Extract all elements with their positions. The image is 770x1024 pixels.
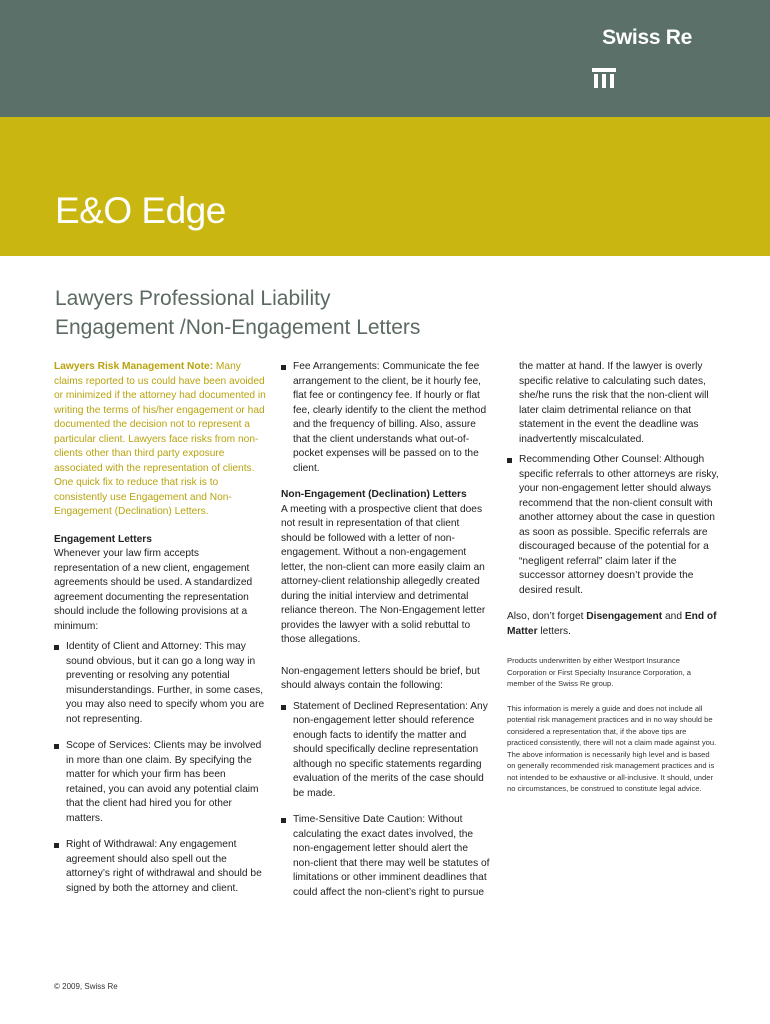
engagement-provisions-list <box>54 640 266 896</box>
document-title-line-2: Engagement /Non-Engagement Letters <box>55 316 421 339</box>
list-item <box>281 360 491 476</box>
brand-logo-text: Swiss Re <box>602 26 692 49</box>
list-item-text: Time-Sensitive Date Caution: Without calculating the exact dates involved, the non-engagement letter should alert the non-client that there may well be statutes of limitations or other imminent deadlines that could affect the non-client’s right to pursue <box>293 814 490 898</box>
counsel-list <box>507 453 719 598</box>
header-band <box>0 0 770 117</box>
non-engagement-heading: Non-Engagement (Declination) Letters <box>281 489 467 500</box>
publication-title: E&O Edge <box>55 190 226 231</box>
also-prefix: Also, don’t forget <box>507 611 587 622</box>
copyright-notice: © 2009, Swiss Re <box>54 982 118 991</box>
bullet-icon <box>54 645 59 650</box>
and-word: and <box>662 611 685 622</box>
list-item <box>54 640 266 727</box>
list-item <box>507 453 719 598</box>
list-item-text: Fee Arrangements: Communicate the fee arrangement to the client, be it hourly fee, flat fee or contingency fee. If hourly or flat fee, clearly identify to the client the method and the frequency of billing. Also, assure that the client understands what out-of-pocket expenses will be passed on to the client. <box>293 361 487 474</box>
brief-text: Non-engagement letters should be brief, but should always contain the following: <box>281 665 480 691</box>
list-item-text: Statement of Declined Representation: Any non-engagement letter should reference enough facts to identify the matter and should specifically decline representation although no specific statements regarding evaluation of the merits of the case should be made. <box>293 700 488 799</box>
bullet-icon <box>507 458 512 463</box>
list-item <box>281 700 491 802</box>
list-item <box>281 813 491 900</box>
letters-suffix: letters. <box>537 625 571 637</box>
document-title <box>55 284 420 342</box>
disclaimer-text: This information is merely a guide and does not include all potential risk management practices and in no way should be considered a representation that, if the above tips are practiced consistently, there will not a claim made against you. The above information is necessarily high level and is based on generally recommended risk management practices and is not intended to be exhaustive or all-inclusive. It should, under no circumstances, be construed to constitute legal advice. <box>507 703 717 793</box>
non-engagement-text: A meeting with a prospective client that does not result in representation of that client should be followed with a letter of non-engagement. Without a non-engagement letter, the non-client can more easily claim an attorney-client relationship allegedly created during the initial interview and detrimental reliance thereon. The Non-Engagement letter provides the lawyer with a solid rebuttal to those allegations. <box>281 503 486 645</box>
note-text: Many claims reported to us could have been avoided or minimized if the attorney had documented in writing the terms of his/her engagement or had documented the decision not to represent a particular client. Lawyers face risks from non-clients other than third party exposure associated with the representation of clients. One quick fix to reduce that risk is to consistently use Engagement and Non-Engagement (Declination) Letters. <box>54 361 266 517</box>
note-label: Lawyers Risk Management Note: <box>54 361 214 372</box>
bullet-icon <box>281 705 286 710</box>
title-band <box>0 117 770 256</box>
swiss-re-logo-icon <box>592 68 616 88</box>
engagement-heading: Engagement Letters <box>54 533 152 545</box>
closing-reminder <box>507 610 719 639</box>
fee-list <box>281 360 491 476</box>
list-item <box>54 739 266 826</box>
engagement-text: Whenever your law firm accepts representation of a new client, engagement agreements should be used. A standardized agreement documenting the representation should include the following provisions at a minimum: <box>54 548 253 632</box>
bullet-icon <box>281 365 286 370</box>
risk-management-note <box>54 360 266 520</box>
column-3 <box>507 360 719 795</box>
document-title-line-1: Lawyers Professional Liability <box>55 287 331 310</box>
column-2 <box>281 360 491 912</box>
column-1 <box>54 360 266 908</box>
disengagement-term: Disengagement <box>586 611 663 622</box>
bullet-icon <box>281 818 286 823</box>
list-item-text: Identity of Client and Attorney: This may sound obvious, but it can go a long way in preventing or resolving any potential misunderstandings. Further, in some cases, you may also need to specify whom you are not representing. <box>66 641 265 725</box>
bullet-icon <box>54 843 59 848</box>
end-of-matter-term: End of Matter <box>507 611 717 637</box>
underwriting-note: Products underwritten by either Westport Insurance Corporation or First Specialty Insurance Corporation, a member of the Swiss Re group. <box>507 656 692 688</box>
non-engagement-contents-list <box>281 700 491 901</box>
list-item-text: Scope of Services: Clients may be involved in more than one claim. By specifying the matter for which your firm has been retained, you can avoid any potential claim that the client had hired you for other matters. <box>66 740 262 824</box>
continuation-text: the matter at hand. If the lawyer is overly specific relative to calculating such dates, she/he runs the risk that the non-client will later claim detrimental reliance on that statement in the event the deadline was inadvertently miscalculated. <box>519 361 709 445</box>
bullet-icon <box>54 744 59 749</box>
list-item <box>54 838 266 896</box>
list-item-text: Right of Withdrawal: Any engagement agreement should also spell out the attorney’s right of withdrawal and should be signed by both the attorney and client. <box>66 839 262 894</box>
list-item-text: Recommending Other Counsel: Although specific referrals to other attorneys are risky, your non-engagement letter should always recommend that the non-client consult with another attorney about the case in question as soon as possible. Specific referrals are discouraged because of the potential for a “negligent referral” claim later if the successor attorney doesn’t provide the desired result. <box>519 454 719 596</box>
